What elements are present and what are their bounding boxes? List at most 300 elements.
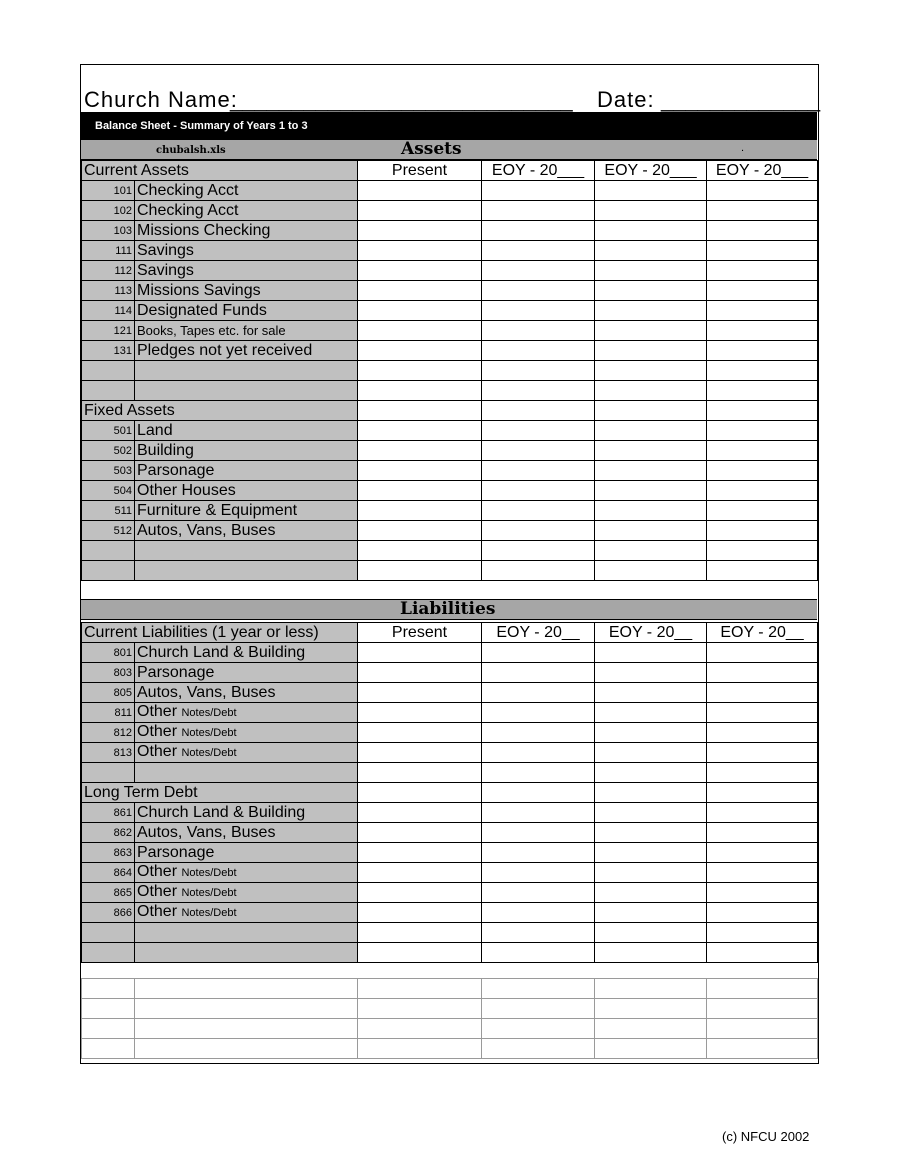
account-suffix: Notes/Debt bbox=[181, 747, 237, 759]
account-code: 504 bbox=[82, 481, 135, 501]
amount-cell[interactable] bbox=[707, 361, 818, 381]
amount-cell[interactable] bbox=[707, 803, 818, 823]
account-label bbox=[135, 683, 358, 703]
account-label bbox=[135, 863, 358, 883]
amount-cell[interactable] bbox=[707, 783, 818, 803]
amount-cell[interactable] bbox=[595, 683, 707, 703]
account-row bbox=[82, 181, 818, 201]
amount-cell[interactable] bbox=[595, 401, 707, 421]
amount-cell[interactable] bbox=[358, 763, 482, 783]
account-suffix: Notes/Debt bbox=[181, 887, 237, 899]
sheet-subtitle: Balance Sheet - Summary of Years 1 to 3 bbox=[95, 120, 308, 132]
amount-cell[interactable] bbox=[358, 261, 482, 281]
amount-cell[interactable] bbox=[482, 241, 595, 261]
account-code: 512 bbox=[82, 521, 135, 541]
amount-cell[interactable] bbox=[482, 783, 595, 803]
band-dot: . bbox=[741, 142, 745, 154]
amount-cell[interactable] bbox=[358, 441, 482, 461]
account-row bbox=[82, 521, 818, 541]
empty-label-cell[interactable] bbox=[135, 541, 358, 561]
amount-cell[interactable] bbox=[482, 541, 595, 561]
assets-title: Assets bbox=[401, 139, 462, 159]
account-code: 865 bbox=[82, 883, 135, 903]
account-row bbox=[82, 843, 818, 863]
amount-cell[interactable] bbox=[707, 663, 818, 683]
account-name: Other bbox=[137, 723, 178, 740]
amount-cell[interactable] bbox=[707, 481, 818, 501]
account-code: 113 bbox=[82, 281, 135, 301]
liabilities-band bbox=[81, 599, 817, 620]
section-label: Fixed Assets bbox=[82, 401, 358, 421]
amount-cell[interactable] bbox=[358, 723, 482, 743]
account-code: 801 bbox=[82, 643, 135, 663]
amount-cell[interactable] bbox=[482, 321, 595, 341]
church-name-field[interactable]: ____________________________ bbox=[230, 87, 573, 112]
amount-cell[interactable] bbox=[595, 643, 707, 663]
blank-cell[interactable] bbox=[82, 1019, 135, 1039]
account-code: 131 bbox=[82, 341, 135, 361]
account-label bbox=[135, 181, 358, 201]
account-row bbox=[82, 863, 818, 883]
amount-cell[interactable] bbox=[482, 903, 595, 923]
date-field[interactable]: _____________ bbox=[661, 87, 821, 112]
amount-cell[interactable] bbox=[358, 943, 482, 963]
amount-cell[interactable] bbox=[595, 723, 707, 743]
blank-cell[interactable] bbox=[595, 1019, 707, 1039]
amount-cell[interactable] bbox=[358, 541, 482, 561]
amount-cell[interactable] bbox=[595, 663, 707, 683]
empty-row bbox=[82, 943, 818, 963]
amount-cell[interactable] bbox=[595, 481, 707, 501]
amount-cell[interactable] bbox=[358, 743, 482, 763]
amount-cell[interactable] bbox=[482, 461, 595, 481]
amount-cell[interactable] bbox=[595, 923, 707, 943]
amount-cell[interactable] bbox=[482, 643, 595, 663]
amount-cell[interactable] bbox=[482, 181, 595, 201]
account-name: Furniture & Equipment bbox=[137, 501, 298, 519]
empty-row bbox=[82, 381, 818, 401]
blank-cell[interactable] bbox=[135, 1019, 358, 1039]
account-label bbox=[135, 461, 358, 481]
amount-cell[interactable] bbox=[707, 843, 818, 863]
amount-cell[interactable] bbox=[707, 723, 818, 743]
amount-cell[interactable] bbox=[358, 201, 482, 221]
account-name: Books, Tapes etc. for sale bbox=[137, 322, 286, 338]
empty-label-cell[interactable] bbox=[135, 923, 358, 943]
amount-cell[interactable] bbox=[358, 803, 482, 823]
amount-cell[interactable] bbox=[595, 301, 707, 321]
blank-cell[interactable] bbox=[707, 1039, 818, 1059]
amount-cell[interactable] bbox=[707, 241, 818, 261]
amount-cell[interactable] bbox=[358, 381, 482, 401]
amount-cell[interactable] bbox=[707, 401, 818, 421]
account-label bbox=[135, 261, 358, 281]
account-row bbox=[82, 803, 818, 823]
amount-cell[interactable] bbox=[358, 823, 482, 843]
amount-cell[interactable] bbox=[358, 461, 482, 481]
amount-cell[interactable] bbox=[482, 201, 595, 221]
amount-cell[interactable] bbox=[707, 943, 818, 963]
account-row bbox=[82, 461, 818, 481]
account-name: Savings bbox=[137, 261, 194, 279]
amount-cell[interactable] bbox=[595, 843, 707, 863]
amount-cell[interactable] bbox=[482, 261, 595, 281]
account-name: Missions Savings bbox=[137, 281, 261, 299]
account-label bbox=[135, 201, 358, 221]
amount-cell[interactable] bbox=[707, 261, 818, 281]
amount-cell[interactable] bbox=[707, 903, 818, 923]
account-name: Parsonage bbox=[137, 461, 215, 479]
empty-row bbox=[82, 923, 818, 943]
amount-cell[interactable] bbox=[595, 321, 707, 341]
blank-cell[interactable] bbox=[482, 1019, 595, 1039]
account-suffix: Notes/Debt bbox=[181, 727, 237, 739]
blank-cell[interactable] bbox=[595, 1039, 707, 1059]
amount-cell[interactable] bbox=[358, 221, 482, 241]
account-suffix: Notes/Debt bbox=[181, 707, 237, 719]
account-code: 812 bbox=[82, 723, 135, 743]
amount-cell[interactable] bbox=[358, 561, 482, 581]
amount-cell[interactable] bbox=[707, 201, 818, 221]
account-name: Other bbox=[137, 903, 178, 920]
empty-row bbox=[82, 763, 818, 783]
amount-cell[interactable] bbox=[595, 783, 707, 803]
column-header: Present bbox=[358, 161, 482, 181]
current-assets-header bbox=[82, 161, 818, 181]
amount-cell[interactable] bbox=[707, 743, 818, 763]
amount-cell[interactable] bbox=[707, 441, 818, 461]
blank-cell[interactable] bbox=[358, 1039, 482, 1059]
amount-cell[interactable] bbox=[358, 683, 482, 703]
amount-cell[interactable] bbox=[482, 441, 595, 461]
amount-cell[interactable] bbox=[707, 683, 818, 703]
amount-cell[interactable] bbox=[482, 663, 595, 683]
blank-cell[interactable] bbox=[707, 999, 818, 1019]
account-name: Savings bbox=[137, 241, 194, 259]
account-code: 805 bbox=[82, 683, 135, 703]
assets-table bbox=[81, 160, 818, 581]
empty-label-cell[interactable] bbox=[135, 381, 358, 401]
account-row bbox=[82, 421, 818, 441]
amount-cell[interactable] bbox=[358, 703, 482, 723]
account-label bbox=[135, 803, 358, 823]
account-row bbox=[82, 341, 818, 361]
account-name: Other bbox=[137, 703, 178, 720]
empty-code-cell[interactable] bbox=[82, 381, 135, 401]
amount-cell[interactable] bbox=[707, 501, 818, 521]
account-name: Autos, Vans, Buses bbox=[137, 683, 276, 701]
amount-cell[interactable] bbox=[358, 281, 482, 301]
liabilities-title: Liabilities bbox=[400, 599, 496, 619]
account-row bbox=[82, 481, 818, 501]
account-row bbox=[82, 703, 818, 723]
amount-cell[interactable] bbox=[595, 803, 707, 823]
amount-cell[interactable] bbox=[482, 743, 595, 763]
account-code: 101 bbox=[82, 181, 135, 201]
account-code: 861 bbox=[82, 803, 135, 823]
amount-cell[interactable] bbox=[482, 281, 595, 301]
column-header: EOY - 20___ bbox=[482, 161, 595, 181]
account-code: 866 bbox=[82, 903, 135, 923]
amount-cell[interactable] bbox=[358, 301, 482, 321]
account-code: 864 bbox=[82, 863, 135, 883]
blank-row bbox=[82, 999, 818, 1019]
account-suffix: Notes/Debt bbox=[181, 867, 237, 879]
account-code: 503 bbox=[82, 461, 135, 481]
account-row bbox=[82, 281, 818, 301]
amount-cell[interactable] bbox=[358, 401, 482, 421]
empty-code-cell[interactable] bbox=[82, 923, 135, 943]
column-header: EOY - 20__ bbox=[482, 623, 595, 643]
account-code: 111 bbox=[82, 241, 135, 261]
amount-cell[interactable] bbox=[358, 241, 482, 261]
account-name: Designated Funds bbox=[137, 301, 267, 319]
amount-cell[interactable] bbox=[482, 381, 595, 401]
amount-cell[interactable] bbox=[358, 643, 482, 663]
account-label bbox=[135, 823, 358, 843]
amount-cell[interactable] bbox=[595, 421, 707, 441]
blank-cell[interactable] bbox=[595, 979, 707, 999]
amount-cell[interactable] bbox=[707, 521, 818, 541]
empty-label-cell[interactable] bbox=[135, 763, 358, 783]
amount-cell[interactable] bbox=[595, 281, 707, 301]
amount-cell[interactable] bbox=[482, 803, 595, 823]
amount-cell[interactable] bbox=[358, 863, 482, 883]
account-row bbox=[82, 501, 818, 521]
account-name: Pledges not yet received bbox=[137, 341, 313, 359]
account-name: Other bbox=[137, 863, 178, 880]
empty-code-cell[interactable] bbox=[82, 561, 135, 581]
account-name: Land bbox=[137, 421, 173, 439]
account-label bbox=[135, 321, 358, 341]
blank-cell[interactable] bbox=[358, 999, 482, 1019]
amount-cell[interactable] bbox=[482, 301, 595, 321]
liabilities-table bbox=[81, 622, 818, 963]
amount-cell[interactable] bbox=[358, 923, 482, 943]
long-term-debt-header bbox=[82, 783, 818, 803]
amount-cell[interactable] bbox=[482, 763, 595, 783]
amount-cell[interactable] bbox=[707, 643, 818, 663]
account-row bbox=[82, 301, 818, 321]
empty-label-cell[interactable] bbox=[135, 561, 358, 581]
amount-cell[interactable] bbox=[358, 481, 482, 501]
account-code: 112 bbox=[82, 261, 135, 281]
amount-cell[interactable] bbox=[707, 703, 818, 723]
blank-row bbox=[82, 1019, 818, 1039]
amount-cell[interactable] bbox=[595, 823, 707, 843]
amount-cell[interactable] bbox=[707, 541, 818, 561]
account-code: 803 bbox=[82, 663, 135, 683]
account-row bbox=[82, 683, 818, 703]
account-name: Church Land & Building bbox=[137, 643, 306, 661]
empty-code-cell[interactable] bbox=[82, 943, 135, 963]
amount-cell[interactable] bbox=[707, 321, 818, 341]
amount-cell[interactable] bbox=[358, 361, 482, 381]
amount-cell[interactable] bbox=[707, 341, 818, 361]
amount-cell[interactable] bbox=[595, 381, 707, 401]
account-code: 114 bbox=[82, 301, 135, 321]
amount-cell[interactable] bbox=[595, 181, 707, 201]
blank-cell[interactable] bbox=[482, 1039, 595, 1059]
church-name-label: Church Name: bbox=[84, 87, 238, 112]
blank-cell[interactable] bbox=[135, 1039, 358, 1059]
amount-cell[interactable] bbox=[358, 181, 482, 201]
amount-cell[interactable] bbox=[482, 923, 595, 943]
amount-cell[interactable] bbox=[595, 241, 707, 261]
blank-cell[interactable] bbox=[82, 999, 135, 1019]
account-row bbox=[82, 241, 818, 261]
amount-cell[interactable] bbox=[595, 743, 707, 763]
amount-cell[interactable] bbox=[482, 561, 595, 581]
account-name: Checking Acct bbox=[137, 201, 239, 219]
amount-cell[interactable] bbox=[482, 421, 595, 441]
empty-code-cell[interactable] bbox=[82, 763, 135, 783]
amount-cell[interactable] bbox=[595, 863, 707, 883]
empty-label-cell[interactable] bbox=[135, 943, 358, 963]
empty-code-cell[interactable] bbox=[82, 361, 135, 381]
blank-cell[interactable] bbox=[82, 979, 135, 999]
amount-cell[interactable] bbox=[595, 441, 707, 461]
amount-cell[interactable] bbox=[482, 883, 595, 903]
amount-cell[interactable] bbox=[595, 561, 707, 581]
amount-cell[interactable] bbox=[595, 883, 707, 903]
account-name: Other Houses bbox=[137, 481, 236, 499]
amount-cell[interactable] bbox=[358, 663, 482, 683]
amount-cell[interactable] bbox=[707, 181, 818, 201]
amount-cell[interactable] bbox=[595, 703, 707, 723]
assets-band bbox=[81, 139, 817, 160]
account-row bbox=[82, 743, 818, 763]
amount-cell[interactable] bbox=[595, 541, 707, 561]
amount-cell[interactable] bbox=[482, 703, 595, 723]
blank-cell[interactable] bbox=[82, 1039, 135, 1059]
account-code: 103 bbox=[82, 221, 135, 241]
account-code: 811 bbox=[82, 703, 135, 723]
account-label bbox=[135, 481, 358, 501]
amount-cell[interactable] bbox=[482, 341, 595, 361]
amount-cell[interactable] bbox=[482, 501, 595, 521]
account-row bbox=[82, 903, 818, 923]
account-name: Checking Acct bbox=[137, 181, 239, 199]
empty-row bbox=[82, 561, 818, 581]
account-code: 862 bbox=[82, 823, 135, 843]
amount-cell[interactable] bbox=[358, 501, 482, 521]
amount-cell[interactable] bbox=[707, 221, 818, 241]
blank-cell[interactable] bbox=[135, 999, 358, 1019]
form-header bbox=[81, 65, 821, 112]
blank-cell[interactable] bbox=[482, 979, 595, 999]
amount-cell[interactable] bbox=[482, 361, 595, 381]
amount-cell[interactable] bbox=[707, 823, 818, 843]
account-name: Church Land & Building bbox=[137, 803, 306, 821]
amount-cell[interactable] bbox=[482, 843, 595, 863]
amount-cell[interactable] bbox=[482, 401, 595, 421]
account-label bbox=[135, 663, 358, 683]
amount-cell[interactable] bbox=[595, 361, 707, 381]
amount-cell[interactable] bbox=[482, 221, 595, 241]
account-label bbox=[135, 441, 358, 461]
subtitle-band bbox=[81, 112, 817, 139]
amount-cell[interactable] bbox=[595, 201, 707, 221]
account-row bbox=[82, 221, 818, 241]
account-label bbox=[135, 643, 358, 663]
amount-cell[interactable] bbox=[595, 341, 707, 361]
blank-cell[interactable] bbox=[595, 999, 707, 1019]
account-label bbox=[135, 743, 358, 763]
fixed-assets-header bbox=[82, 401, 818, 421]
amount-cell[interactable] bbox=[482, 481, 595, 501]
amount-cell[interactable] bbox=[707, 763, 818, 783]
amount-cell[interactable] bbox=[358, 421, 482, 441]
amount-cell[interactable] bbox=[707, 421, 818, 441]
amount-cell[interactable] bbox=[707, 461, 818, 481]
blank-cell[interactable] bbox=[135, 979, 358, 999]
amount-cell[interactable] bbox=[482, 521, 595, 541]
blank-cell[interactable] bbox=[707, 979, 818, 999]
account-name: Building bbox=[137, 441, 194, 459]
amount-cell[interactable] bbox=[707, 281, 818, 301]
amount-cell[interactable] bbox=[707, 863, 818, 883]
column-header: EOY - 20___ bbox=[595, 161, 707, 181]
amount-cell[interactable] bbox=[595, 221, 707, 241]
amount-cell[interactable] bbox=[358, 843, 482, 863]
empty-code-cell[interactable] bbox=[82, 541, 135, 561]
account-code: 102 bbox=[82, 201, 135, 221]
blank-cell[interactable] bbox=[482, 999, 595, 1019]
section-label: Current Assets bbox=[82, 161, 358, 181]
file-name: chubalsh.xls bbox=[156, 145, 226, 156]
account-name: Autos, Vans, Buses bbox=[137, 823, 276, 841]
amount-cell[interactable] bbox=[358, 903, 482, 923]
amount-cell[interactable] bbox=[358, 883, 482, 903]
account-suffix: Notes/Debt bbox=[181, 907, 237, 919]
account-code: 813 bbox=[82, 743, 135, 763]
amount-cell[interactable] bbox=[358, 783, 482, 803]
amount-cell[interactable] bbox=[707, 561, 818, 581]
blank-cell[interactable] bbox=[358, 979, 482, 999]
amount-cell[interactable] bbox=[482, 863, 595, 883]
amount-cell[interactable] bbox=[358, 521, 482, 541]
account-name: Autos, Vans, Buses bbox=[137, 521, 276, 539]
amount-cell[interactable] bbox=[595, 763, 707, 783]
account-name: Missions Checking bbox=[137, 221, 271, 239]
amount-cell[interactable] bbox=[707, 381, 818, 401]
amount-cell[interactable] bbox=[595, 261, 707, 281]
amount-cell[interactable] bbox=[595, 461, 707, 481]
amount-cell[interactable] bbox=[707, 301, 818, 321]
amount-cell[interactable] bbox=[482, 683, 595, 703]
amount-cell[interactable] bbox=[482, 723, 595, 743]
amount-cell[interactable] bbox=[595, 501, 707, 521]
amount-cell[interactable] bbox=[358, 321, 482, 341]
column-header: EOY - 20__ bbox=[595, 623, 707, 643]
amount-cell[interactable] bbox=[707, 923, 818, 943]
account-label bbox=[135, 221, 358, 241]
blank-cell[interactable] bbox=[707, 1019, 818, 1039]
amount-cell[interactable] bbox=[595, 903, 707, 923]
amount-cell[interactable] bbox=[707, 883, 818, 903]
amount-cell[interactable] bbox=[595, 521, 707, 541]
amount-cell[interactable] bbox=[482, 943, 595, 963]
amount-cell[interactable] bbox=[358, 341, 482, 361]
empty-label-cell[interactable] bbox=[135, 361, 358, 381]
amount-cell[interactable] bbox=[482, 823, 595, 843]
amount-cell[interactable] bbox=[595, 943, 707, 963]
section-label: Current Liabilities (1 year or less) bbox=[82, 623, 358, 643]
blank-cell[interactable] bbox=[358, 1019, 482, 1039]
account-row bbox=[82, 723, 818, 743]
account-code: 502 bbox=[82, 441, 135, 461]
